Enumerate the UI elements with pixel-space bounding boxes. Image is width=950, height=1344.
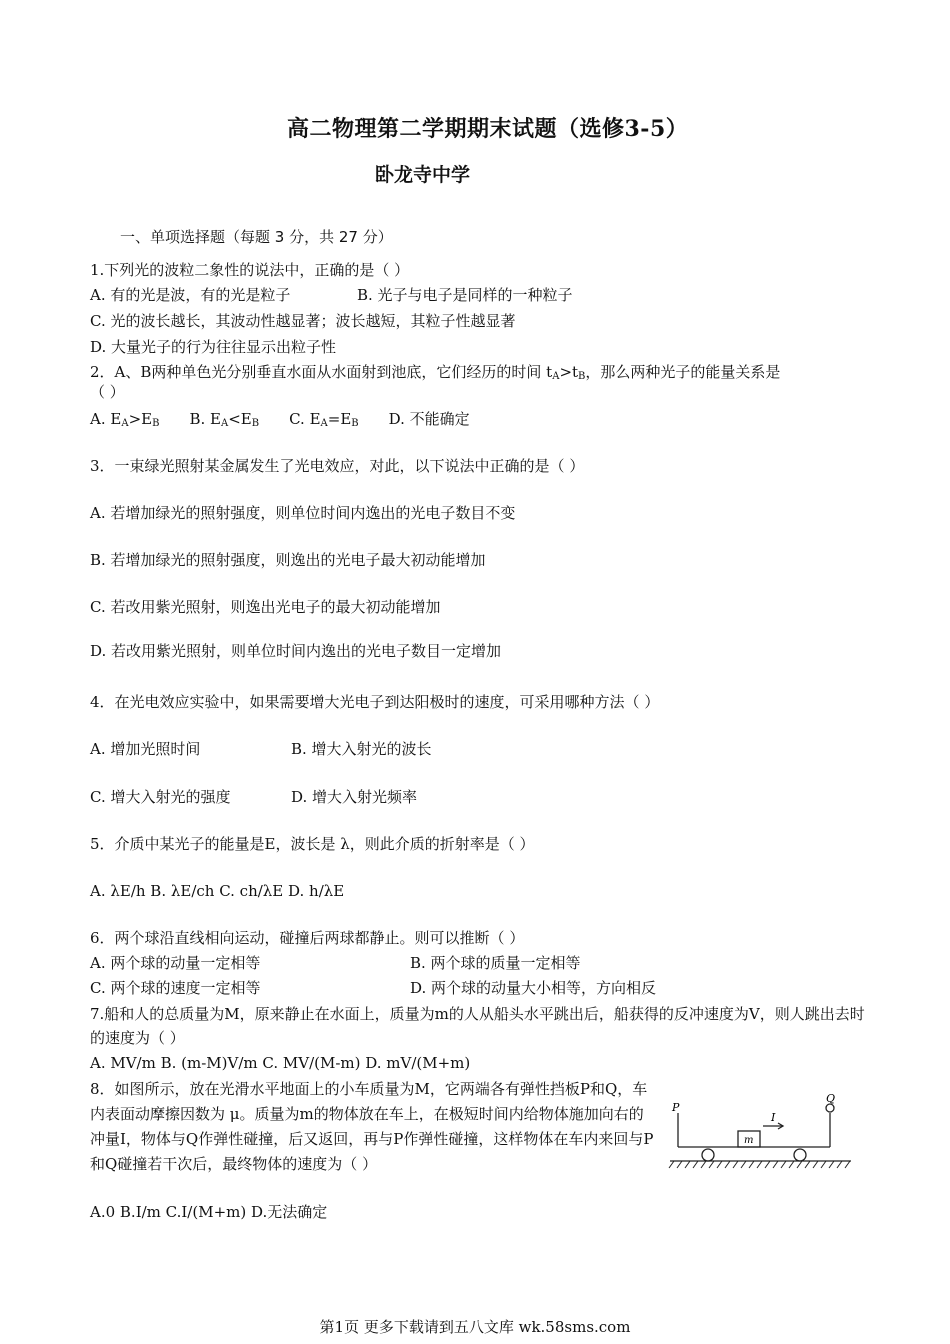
- hatch-mark: [837, 1161, 842, 1168]
- q3-option-b: B. 若增加绿光的照射强度，则逸出的光电子最大初动能增加: [90, 551, 486, 569]
- q3-option-d: D. 若改用紫光照射，则单位时间内逸出的光电子数目一定增加: [90, 642, 502, 660]
- hatch-mark: [805, 1161, 810, 1168]
- q2-options: [90, 409, 470, 434]
- q1-option-a: A. 有的光是波，有的光是粒子: [90, 286, 291, 304]
- hatch-mark: [685, 1161, 690, 1168]
- q4-option-b: B. 增大入射光的波长: [291, 740, 432, 758]
- hatch-mark: [669, 1161, 674, 1168]
- hatch-mark: [733, 1161, 738, 1168]
- hatch-mark: [821, 1161, 826, 1168]
- hatch-mark: [749, 1161, 754, 1168]
- q6-stem: 6．两个球沿直线相向运动，碰撞后两球都静止。则可以推断（ ）: [90, 929, 525, 947]
- hatch-mark: [845, 1161, 850, 1168]
- school-name: 卧龙寺中学: [375, 164, 471, 186]
- q6-option-a: A. 两个球的动量一定相等: [90, 954, 261, 972]
- q6-option-d: D. 两个球的动量大小相等，方向相反: [410, 979, 657, 997]
- hatch-mark: [797, 1161, 802, 1168]
- label-q: Q: [826, 1093, 836, 1105]
- q3-option-c: C. 若改用紫光照射，则逸出光电子的最大初动能增加: [90, 598, 441, 616]
- label-i: I: [771, 1111, 776, 1124]
- q8-stem: 8．如图所示，放在光滑水平地面上的小车质量为M，它两端各有弹性挡板P和Q，车内表面动摩擦因数为 μ。质量为m的物体放在车上，在极短时间内给物体施加向右的冲量I，物体与Q作弹性碰撞，后又返回，再与P作弹性碰撞，这样物体在车内来回与P和Q碰撞若干次后，最终物体的速度为（ ）: [90, 1080, 654, 1173]
- q4-stem: 4．在光电效应实验中，如果需要增大光电子到达阳极时的速度，可采用哪种方法（ ）: [90, 693, 660, 711]
- q3-stem: 3．一束绿光照射某金属发生了光电效应，对此，以下说法中正确的是（ ）: [90, 457, 585, 475]
- hatch-mark: [701, 1161, 706, 1168]
- hatch-mark: [717, 1161, 722, 1168]
- page-title: 高二物理第二学期期末试题（选修3-5）: [287, 116, 689, 142]
- label-m: m: [744, 1135, 754, 1146]
- hatch-mark: [741, 1161, 746, 1168]
- q8-options: A.0 B.I/m C.I/(M+m) D.无法确定: [90, 1203, 328, 1221]
- hatch-mark: [789, 1161, 794, 1168]
- hatch-mark: [725, 1161, 730, 1168]
- hatch-mark: [781, 1161, 786, 1168]
- q5-stem: 5．介质中某光子的能量是E，波长是 λ，则此介质的折射率是（ ）: [90, 835, 535, 853]
- q7-options: A. MV/m B. (m-M)V/m C. MV/(M-m) D. mV/(M+m): [90, 1054, 471, 1072]
- hatch-mark: [757, 1161, 762, 1168]
- q1-option-c: C. 光的波长越长，其波动性越显著；波长越短，其粒子性越显著: [90, 312, 516, 330]
- q4-option-d: D. 增大入射光频率: [291, 788, 418, 806]
- hatch-mark: [693, 1161, 698, 1168]
- ground-hatch: [669, 1161, 850, 1168]
- wheel-left: [702, 1149, 714, 1161]
- hatch-mark: [829, 1161, 834, 1168]
- label-p: P: [672, 1101, 680, 1114]
- hatch-mark: [677, 1161, 682, 1168]
- q2-stem: 2．A、B两种单色光分别垂直水面从水面射到池底，它们经历的时间 $t_A>t_B$，那么两种光子的能量关系是: [90, 363, 781, 382]
- q2-stem-paren: （ ）: [90, 383, 125, 401]
- q4-option-a: A. 增加光照时间: [90, 740, 201, 758]
- q7-stem: 7.船和人的总质量为M，原来静止在水面上，质量为m的人从船头水平跳出后，船获得的反冲速度为V，则人跳出去时的速度为（ ）: [90, 1005, 865, 1047]
- hatch-mark: [813, 1161, 818, 1168]
- q3-option-a: A. 若增加绿光的照射强度，则单位时间内逸出的光电子数目不变: [90, 504, 516, 522]
- hatch-mark: [765, 1161, 770, 1168]
- q8-cart-diagram: [668, 1093, 853, 1173]
- page-footer: 第1页 更多下载请到五八文库 wk.58sms.com: [319, 1318, 631, 1336]
- hatch-mark: [709, 1161, 714, 1168]
- q1-option-b: B. 光子与电子是同样的一种粒子: [357, 286, 573, 304]
- wheel-right: [794, 1149, 806, 1161]
- q1-stem: 1.下列光的波粒二象性的说法中，正确的是（ ）: [90, 261, 410, 279]
- q6-option-c: C. 两个球的速度一定相等: [90, 979, 261, 997]
- section-heading: 一、单项选择题（每题 3 分，共 27 分）: [120, 228, 393, 246]
- hatch-mark: [773, 1161, 778, 1168]
- q6-option-b: B. 两个球的质量一定相等: [410, 954, 581, 972]
- q1-option-d: D. 大量光子的行为往往显示出粒子性: [90, 338, 337, 356]
- q2-options-text: A. $E_A>E_B$ B. $E_A<E_B$ C. $E_A=E_B$ D. 不能确定: [90, 410, 470, 429]
- q4-option-c: C. 增大入射光的强度: [90, 788, 231, 806]
- q5-options: A. λE/h B. λE/ch C. ch/λE D. h/λE: [90, 882, 345, 900]
- plate-q-knob: [826, 1104, 834, 1112]
